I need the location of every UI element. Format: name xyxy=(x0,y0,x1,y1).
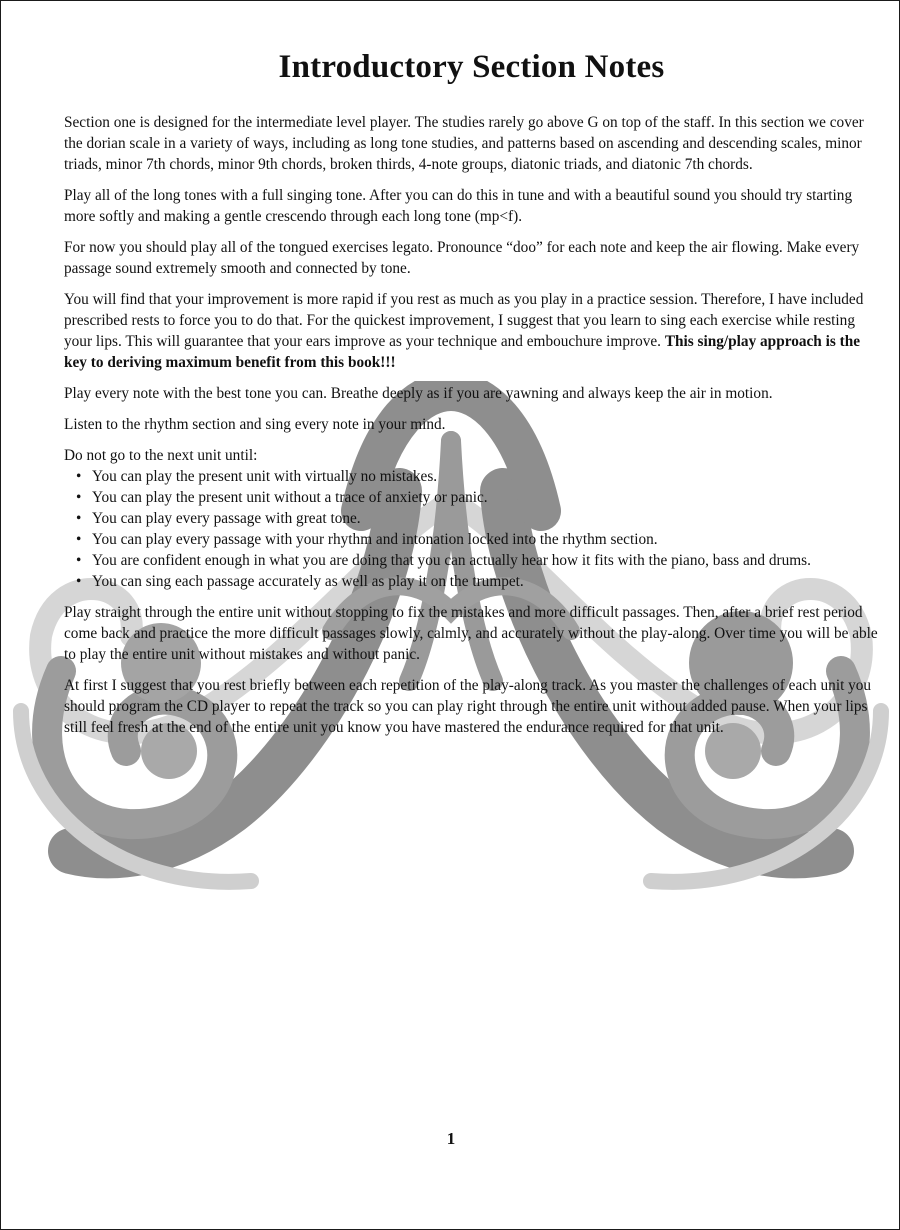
list-item: • You can play every passage with your rhythm and intonation locked into the rhythm section. xyxy=(76,529,879,550)
page-content xyxy=(64,49,879,748)
paragraph-next-unit-intro: Do not go to the next unit until: xyxy=(64,447,258,464)
paragraph-rhythm-section: Listen to the rhythm section and sing every note in your mind. xyxy=(64,416,446,433)
next-unit-checklist xyxy=(64,466,879,592)
paragraph-section-overview: Section one is designed for the intermediate level player. The studies rarely go above G on top of the staff. In this section we cover the dorian scale in a variety of ways, including as long tone studies, and patterns based on ascending and descending scales, minor triads, minor 7th chords, minor 9th chords, broken thirds, 4-note groups, diatonic triads, and diatonic 7th chords. xyxy=(64,114,864,173)
page-title: Introductory Section Notes xyxy=(278,49,665,85)
rest-practice-emphasis: This sing/play approach is the key to deriving maximum benefit from this book!!! xyxy=(64,333,861,371)
rest-practice-text: You will find that your improvement is more rapid if you rest as much as you play in a practice session. Therefore, I have included prescribed rests to force you to do that. For the quickest improvement, I suggest that you learn to sing each exercise while resting your lips. This will guarantee that your ears improve as your technique and embouchure improve. xyxy=(64,291,864,350)
page-number: 1 xyxy=(446,1129,456,1148)
paragraph-rest-practice xyxy=(64,289,879,373)
list-item: • You can sing each passage accurately as well as play it on the trumpet. xyxy=(76,571,879,592)
paragraph-best-tone: Play every note with the best tone you can. Breathe deeply as if you are yawning and always keep the air in motion. xyxy=(64,385,773,402)
list-item: • You can play the present unit without a trace of anxiety or panic. xyxy=(76,487,879,508)
list-item: • You can play every passage with great tone. xyxy=(76,508,879,529)
paragraph-legato: For now you should play all of the tongued exercises legato. Pronounce “doo” for each note and keep the air flowing. Make every passage sound extremely smooth and connected by tone. xyxy=(64,239,860,277)
paragraph-endurance: At first I suggest that you rest briefly between each repetition of the play-along track. As you master the challenges of each unit you should program the CD player to repeat the track so you can play right through the entire unit without added pause. When your lips still feel fresh at the end of the entire unit you know you have mastered the endurance required for that unit. xyxy=(64,677,872,736)
list-item: • You can play the present unit with virtually no mistakes. xyxy=(76,466,879,487)
paragraph-long-tones: Play all of the long tones with a full singing tone. After you can do this in tune and with a beautiful sound you should try starting more softly and making a gentle crescendo through each long tone (mp<f). xyxy=(64,187,853,225)
list-item: • You are confident enough in what you are doing that you can actually hear how it fits with the piano, bass and drums. xyxy=(76,550,879,571)
paragraph-play-through: Play straight through the entire unit without stopping to fix the mistakes and more difficult passages. Then, after a brief rest period come back and practice the more difficult passages slowly, calmly, and accurately without the play-along. Over time you will be able to play the entire unit without mistakes and without panic. xyxy=(64,604,878,663)
